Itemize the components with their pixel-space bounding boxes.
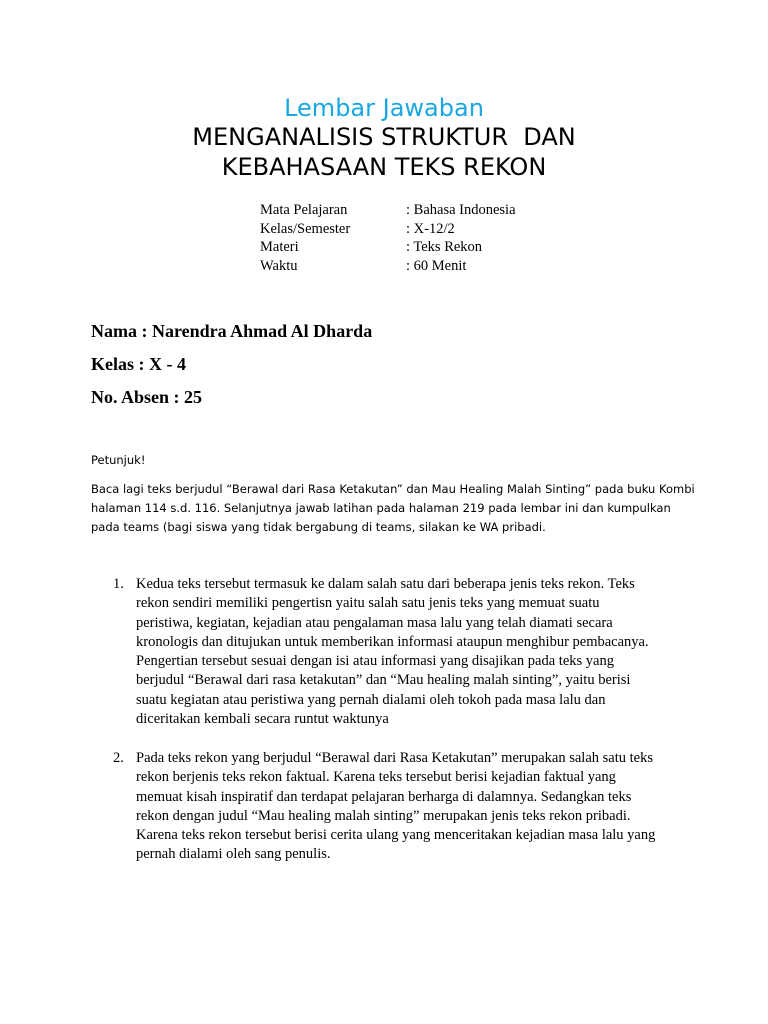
title-line: KEBAHASAAN TEKS REKON <box>221 153 547 181</box>
course-info-table <box>260 201 516 275</box>
answer-line: diceritakan kembali secara runtut waktunya <box>136 711 389 728</box>
course-info-label: Waktu <box>260 257 298 274</box>
course-info-value: : X-12/2 <box>406 220 455 237</box>
answer-number: 2. <box>113 750 124 766</box>
answer-line: peristiwa, kegiatan, kejadian atau pengalaman masa lalu yang telah diamati secara <box>136 614 613 631</box>
answer-line: rekon sendiri memiliki pengertisn yaitu salah satu jenis teks yang memuat suatu <box>136 595 600 612</box>
answer-line: Pengertian tersebut sesuai dengan isi atau informasi yang disajikan pada teks yang <box>136 653 614 670</box>
student-name: Nama : Narendra Ahmad Al Dharda <box>91 321 373 341</box>
course-info-value: : 60 Menit <box>406 257 467 274</box>
answer-line: kronologis dan ditujukan untuk memberikan informasi ataupun menghibur pembacanya. <box>136 633 649 650</box>
course-info-row <box>260 238 516 257</box>
answer-line: Karena teks rekon tersebut berisi cerita ulang yang menceritakan kejadian masa lalu yang <box>136 827 656 844</box>
course-info-label: Mata Pelajaran <box>260 202 348 218</box>
answer-line: rekon berjenis teks rekon faktual. Karena teks tersebut berisi kejadian faktual yang <box>136 769 616 786</box>
instructions-line: halaman 114 s.d. 116. Selanjutnya jawab latihan pada halaman 219 pada lembar ini dan kumpulkan <box>91 501 671 515</box>
student-absen-number: No. Absen : 25 <box>91 387 203 407</box>
answer-text <box>136 749 696 865</box>
document-title <box>0 122 768 182</box>
answer-line: memuat kisah inspiratif dan terdapat pelajaran berharga di dalamnya. Sedangkan teks <box>136 788 632 805</box>
student-class: Kelas : X - 4 <box>91 354 186 374</box>
course-info-row <box>260 220 516 239</box>
course-info-value: : Teks Rekon <box>406 239 483 255</box>
answer-line: pernah dialami oleh sang penulis. <box>136 846 331 863</box>
document-subtitle: Lembar Jawaban <box>284 94 484 122</box>
answer-number: 1. <box>113 576 124 592</box>
instructions-heading: Petunjuk! <box>91 453 146 467</box>
answer-text <box>136 575 696 729</box>
answer-line: suatu kegiatan atau peristiwa yang pernah dialami oleh tokoh pada masa lalu dan <box>136 691 606 708</box>
answer-line: rekon dengan judul “Mau healing malah sinting” merupakan jenis teks rekon pribadi. <box>136 807 631 824</box>
answer-line: berjudul “Berawal dari rasa ketakutan” dan “Mau healing malah sinting”, yaitu berisi <box>136 672 631 689</box>
instructions-line: Baca lagi teks berjudul “Berawal dari Rasa Ketakutan” dan Mau Healing Malah Sinting” pada buku Kombi <box>91 482 695 496</box>
answer-line: Kedua teks tersebut termasuk ke dalam salah satu dari beberapa jenis teks rekon. Teks <box>136 576 635 592</box>
course-info-value: : Bahasa Indonesia <box>406 202 516 218</box>
instructions-line: pada teams (bagi siswa yang tidak bergabung di teams, silakan ke WA pribadi. <box>91 520 546 534</box>
course-info-label: Kelas/Semester <box>260 220 351 237</box>
instructions-text <box>91 480 695 537</box>
course-info-row <box>260 201 516 220</box>
answer-line: Pada teks rekon yang berjudul “Berawal dari Rasa Ketakutan” merupakan salah satu teks <box>136 750 653 766</box>
course-info-row <box>260 257 516 276</box>
title-line: MENGANALISIS STRUKTUR DAN <box>192 123 576 151</box>
course-info-label: Materi <box>260 239 299 255</box>
